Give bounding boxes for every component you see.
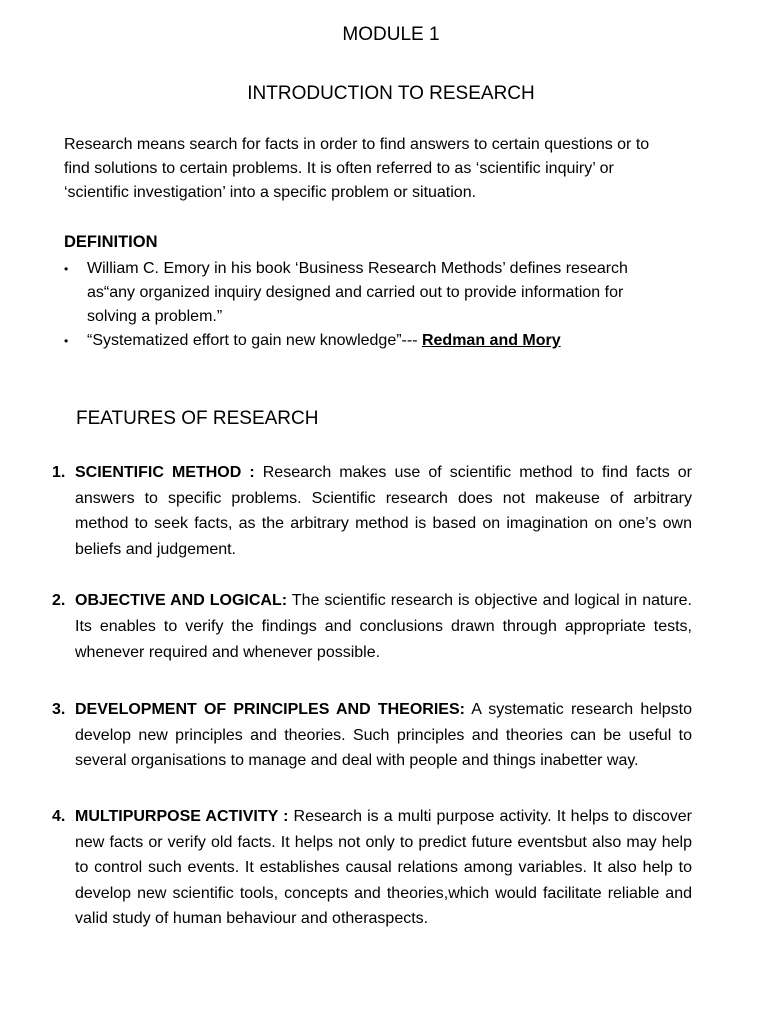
feature-title: OBJECTIVE AND LOGICAL: [75, 592, 288, 610]
feature-number: 2. [52, 592, 66, 610]
bullet-icon: • [64, 262, 69, 276]
feature-text: The scientific research is objective and logical in nature. Its enables to verify the findings and conclusions drawn through appropriate tests, whenever required and whenever possible. [75, 592, 693, 661]
feature-text: Research makes use of scientific method to find facts or answers to specific problems. Scientific research does not makeuse of arbitrary method to seek facts, as the arbitrary method is based on imagination on one’s own beliefs and judgement. [75, 464, 692, 558]
definition-item [64, 257, 664, 329]
intro-paragraph: Research means search for facts in order to find answers to certain questions or to find solutions to certain problems. It is often referred to as ‘scientific inquiry’ or ‘scientific investigation’ into a specific problem or situation. [64, 136, 650, 201]
feature-number: 1. [52, 464, 66, 481]
feature-item [52, 588, 692, 665]
features-heading: FEATURES OF RESEARCH [76, 408, 319, 429]
feature-item [52, 697, 692, 774]
feature-text: Research is a multi purpose activity. It helps to discover new facts or verify old facts. It helps not only to predict future eventsbut also may help to control such events. It establishes causal relations among variables. It also help to develop new scientific tools, concepts and theories,which would facilitate reliable and valid study of human behaviour and otheraspects. [75, 807, 693, 928]
feature-number: 4. [52, 807, 66, 825]
definition-list [64, 257, 664, 353]
feature-item [52, 460, 692, 562]
features-list [52, 460, 692, 932]
definition-text: “Systematized effort to gain new knowledge”--- [87, 332, 422, 349]
feature-title: DEVELOPMENT OF PRINCIPLES AND THEORIES: [75, 701, 465, 719]
section-title: INTRODUCTION TO RESEARCH [247, 83, 535, 104]
feature-title: SCIENTIFIC METHOD : [75, 464, 255, 481]
definition-item [64, 329, 664, 353]
bullet-icon: • [64, 334, 69, 348]
feature-text: A systematic research helpsto develop new principles and theories. Such principles and theories can be useful to several organisations to manage and deal with people and things inabetter way. [75, 701, 692, 770]
feature-item [52, 804, 692, 932]
definition-heading: DEFINITION [64, 233, 158, 251]
definition-source: Redman and Mory [421, 332, 561, 349]
module-title: MODULE 1 [342, 24, 440, 45]
feature-number: 3. [52, 701, 66, 719]
feature-title: MULTIPURPOSE ACTIVITY : [75, 807, 289, 825]
definition-text: William C. Emory in his book ‘Business Research Methods’ defines research as“any organized inquiry designed and carried out to provide information for solving a problem.” [87, 260, 628, 325]
